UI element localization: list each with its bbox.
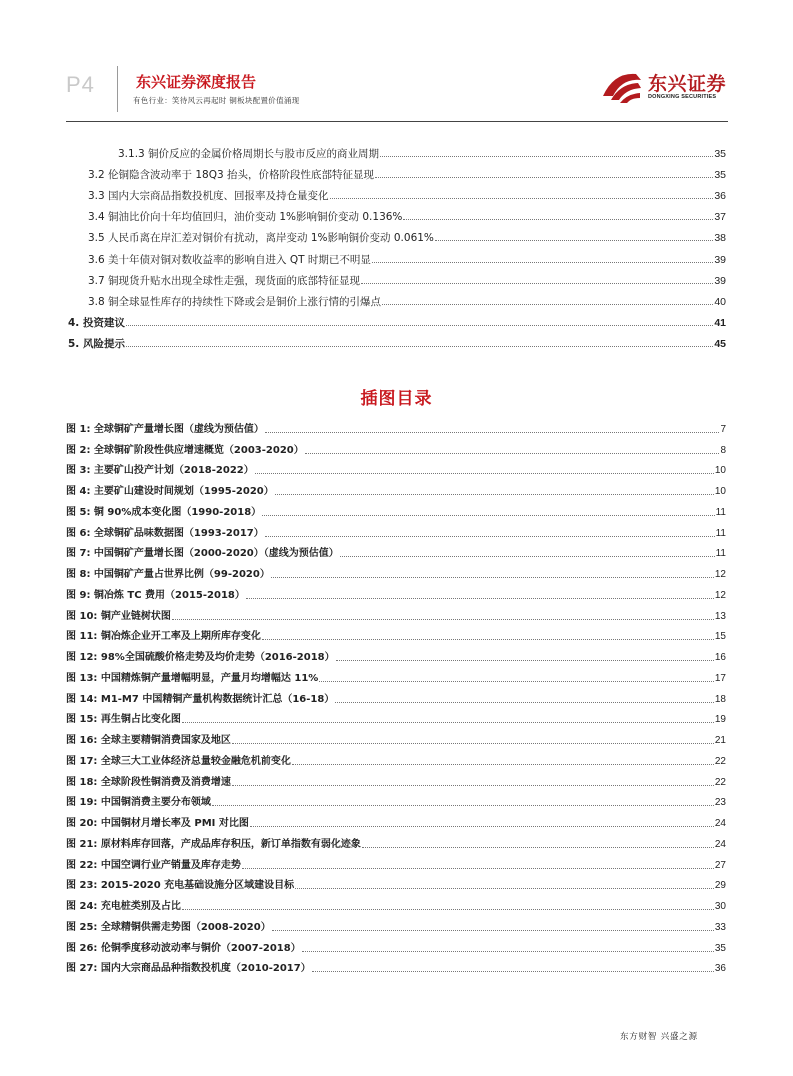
figure-entry[interactable]: 图 22: 中国空调行业产销量及库存走势 27 bbox=[66, 859, 726, 871]
figure-entry[interactable]: 图 12: 98%全国硫酸价格走势及均价走势（2016-2018） 16 bbox=[66, 652, 726, 663]
report-subtitle: 有色行业：笑待风云再起时 铜板块配置价值涌现 bbox=[133, 96, 300, 105]
figure-entry[interactable]: 图 23: 2015-2020 充电基础设施分区域建设目标 29 bbox=[66, 880, 726, 892]
logo-emblem-icon bbox=[600, 66, 644, 106]
figure-entry[interactable]: 图 7: 中国铜矿产量增长图（2000-2020）（虚线为预估值） 11 bbox=[66, 548, 726, 560]
figure-entry[interactable]: 图 26: 伦铜季度移动波动率与铜价（2007-2018） 35 bbox=[66, 942, 726, 954]
company-logo bbox=[600, 66, 730, 106]
toc-entry[interactable]: 3.7 铜现货升贴水出现全球性走强，现货面的底部特征显现 39 bbox=[88, 274, 726, 287]
figure-entry[interactable]: 图 13: 中国精炼铜产量增幅明显，产量月均增幅达 11% 17 bbox=[66, 672, 726, 684]
report-title: 东兴证券深度报告 bbox=[136, 73, 257, 91]
header-rule bbox=[66, 121, 728, 122]
figure-entry[interactable]: 图 16: 全球主要精铜消费国家及地区 21 bbox=[66, 735, 726, 746]
toc-entry-section[interactable]: 5. 风险提示 45 bbox=[68, 337, 726, 350]
figure-entry[interactable]: 图 20: 中国铜材月增长率及 PMI 对比图 24 bbox=[66, 818, 726, 829]
logo-name-en: DONGXING SECURITIES bbox=[648, 94, 717, 100]
figures-heading: 插图目录 bbox=[360, 389, 433, 409]
table-of-contents bbox=[66, 140, 726, 351]
figure-entry[interactable]: 图 6: 全球铜矿品味数据图（1993-2017） 11 bbox=[66, 527, 726, 539]
figure-entry[interactable]: 图 27: 国内大宗商品品种指数投机度（2010-2017） 36 bbox=[66, 963, 726, 975]
figure-entry[interactable]: 图 9: 铜冶炼 TC 费用（2015-2018） 12 bbox=[66, 589, 726, 601]
figure-entry[interactable]: 图 19: 中国铜消费主要分布领域 23 bbox=[66, 797, 726, 809]
toc-entry[interactable]: 3.5 人民币离在岸汇差对铜价有扰动，离岸变动 1%影响铜价变动 0.061% 38 bbox=[88, 232, 726, 245]
figure-entry[interactable]: 图 11: 铜冶炼企业开工率及上期所库存变化 15 bbox=[66, 631, 726, 643]
toc-entry-section[interactable]: 4. 投资建议 41 bbox=[68, 316, 726, 329]
toc-entry[interactable]: 3.6 美十年债对铜对数收益率的影响自进入 QT 时期已不明显 39 bbox=[88, 253, 726, 266]
page-number: P4 bbox=[66, 72, 95, 97]
figure-entry[interactable]: 图 5: 铜 90%成本变化图（1990-2018） 11 bbox=[66, 506, 726, 518]
logo-name-cn: 东兴证券 bbox=[648, 73, 727, 95]
toc-entry[interactable]: 3.4 铜油比价向十年均值回归，油价变动 1%影响铜价变动 0.136% 37 bbox=[88, 211, 726, 224]
toc-entry[interactable]: 3.8 铜全球显性库存的持续性下降或会是铜价上涨行情的引爆点 40 bbox=[88, 295, 726, 308]
footer-slogan: 东方财智 兴盛之源 bbox=[620, 1032, 698, 1042]
toc-entry[interactable]: 3.2 伦铜隐含波动率于 18Q3 抬头，价格阶段性底部特征显现 35 bbox=[88, 169, 726, 182]
figure-entry[interactable]: 图 18: 全球阶段性铜消费及消费增速 22 bbox=[66, 776, 726, 788]
figure-entry[interactable]: 图 2: 全球铜矿阶段性供应增速概览（2003-2020） 8 bbox=[66, 444, 726, 456]
figure-entry[interactable]: 图 24: 充电桩类别及占比 30 bbox=[66, 901, 726, 912]
toc-entry[interactable]: 3.1.3 铜价反应的金属价格周期长与股市反应的商业周期 35 bbox=[118, 148, 726, 161]
header-divider bbox=[117, 66, 118, 112]
figure-entry[interactable]: 图 21: 原材料库存回落，产成品库存积压，新订单指数有弱化迹象 24 bbox=[66, 838, 726, 850]
figure-entry[interactable]: 图 25: 全球精铜供需走势图（2008-2020） 33 bbox=[66, 921, 726, 933]
figure-entry[interactable]: 图 8: 中国铜矿产量占世界比例（99-2020） 12 bbox=[66, 569, 726, 580]
figure-entry[interactable]: 图 17: 全球三大工业体经济总量较金融危机前变化 22 bbox=[66, 755, 726, 767]
toc-entry[interactable]: 3.3 国内大宗商品指数投机度、回报率及持仓量变化 36 bbox=[88, 190, 726, 203]
figure-list bbox=[66, 416, 726, 976]
figure-entry[interactable]: 图 1: 全球铜矿产量增长图（虚线为预估值） 7 bbox=[66, 423, 726, 435]
figure-entry[interactable]: 图 4: 主要矿山建设时间规划（1995-2020） 10 bbox=[66, 486, 726, 497]
figure-entry[interactable]: 图 15: 再生铜占比变化图 19 bbox=[66, 714, 726, 726]
figure-entry[interactable]: 图 14: M1-M7 中国精铜产量机构数据统计汇总（16-18） 18 bbox=[66, 693, 726, 705]
figure-entry[interactable]: 图 10: 铜产业链树状图 13 bbox=[66, 610, 726, 622]
figure-entry[interactable]: 图 3: 主要矿山投产计划（2018-2022） 10 bbox=[66, 465, 726, 477]
